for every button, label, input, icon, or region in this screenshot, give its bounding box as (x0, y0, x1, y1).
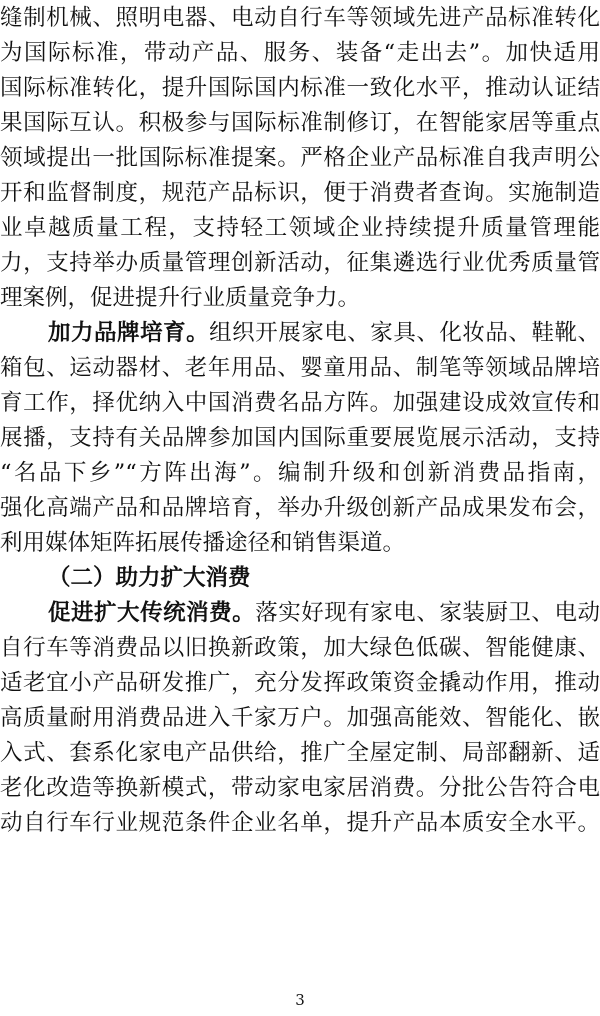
paragraph-line: 入式、套系化家电产品供给，推广全屋定制、局部翻新、适 (0, 740, 600, 766)
paragraph-line: 适老宜小产品研发推广，充分发挥政策资金撬动作用，推动 (0, 670, 600, 696)
paragraph-line: 为国际标准，带动产品、服务、装备“走出去”。加快适用 (0, 40, 600, 66)
section-heading: （二）助力扩大消费 (48, 565, 251, 591)
paragraph-line: 业卓越质量工程，支持轻工领域企业持续提升质量管理能 (0, 215, 600, 241)
page-number: 3 (295, 991, 305, 1009)
paragraph-line: 高质量耐用消费品进入千家万户。加强高能效、智能化、嵌 (0, 705, 600, 731)
paragraph-line: 箱包、运动器材、老年用品、婴童用品、制笔等领域品牌培 (0, 355, 600, 381)
paragraph-line: 开和监督制度，规范产品标识，便于消费者查询。实施制造 (0, 180, 600, 206)
paragraph-line: 展播，支持有关品牌参加国内国际重要展览展示活动，支持 (0, 425, 600, 451)
paragraph-line: 领域提出一批国际标准提案。严格企业产品标准自我声明公 (0, 145, 600, 171)
paragraph-text: 落实好现有家电、家装厨卫、电动 (255, 600, 600, 626)
paragraph-line: 果国际互认。积极参与国际标准制修订，在智能家居等重点 (0, 110, 600, 136)
paragraph-heading: 加力品牌培育。 (48, 320, 210, 346)
paragraph-line: 动自行车行业规范条件企业名单，提升产品本质安全水平。 (0, 810, 600, 836)
paragraph-text: 组织开展家电、家具、化妆品、鞋靴、 (209, 320, 600, 346)
paragraph-line: 自行车等消费品以旧换新政策，加大绿色低碳、智能健康、 (0, 635, 600, 661)
paragraph-line: 国际标准转化，提升国际国内标准一致化水平，推动认证结 (0, 75, 600, 101)
paragraph-line: 育工作，择优纳入中国消费名品方阵。加强建设成效宣传和 (0, 390, 600, 416)
paragraph-line: 缝制机械、照明电器、电动自行车等领域先进产品标准转化 (0, 5, 600, 31)
paragraph-line: 老化改造等换新模式，带动家电家居消费。分批公告符合电 (0, 775, 600, 801)
paragraph-line: 力，支持举办质量管理创新活动，征集遴选行业优秀质量管 (0, 250, 600, 276)
paragraph-first-line (48, 317, 600, 349)
paragraph-line: 理案例，促进提升行业质量竞争力。 (0, 285, 361, 311)
paragraph-line: “名品下乡”“方阵出海”。编制升级和创新消费品指南， (0, 460, 600, 486)
paragraph-first-line (48, 597, 600, 629)
paragraph-line: 利用媒体矩阵拓展传播途径和销售渠道。 (0, 530, 406, 556)
paragraph-line: 强化高端产品和品牌培育，举办升级创新产品成果发布会， (0, 495, 600, 521)
paragraph-heading: 促进扩大传统消费。 (48, 600, 256, 626)
